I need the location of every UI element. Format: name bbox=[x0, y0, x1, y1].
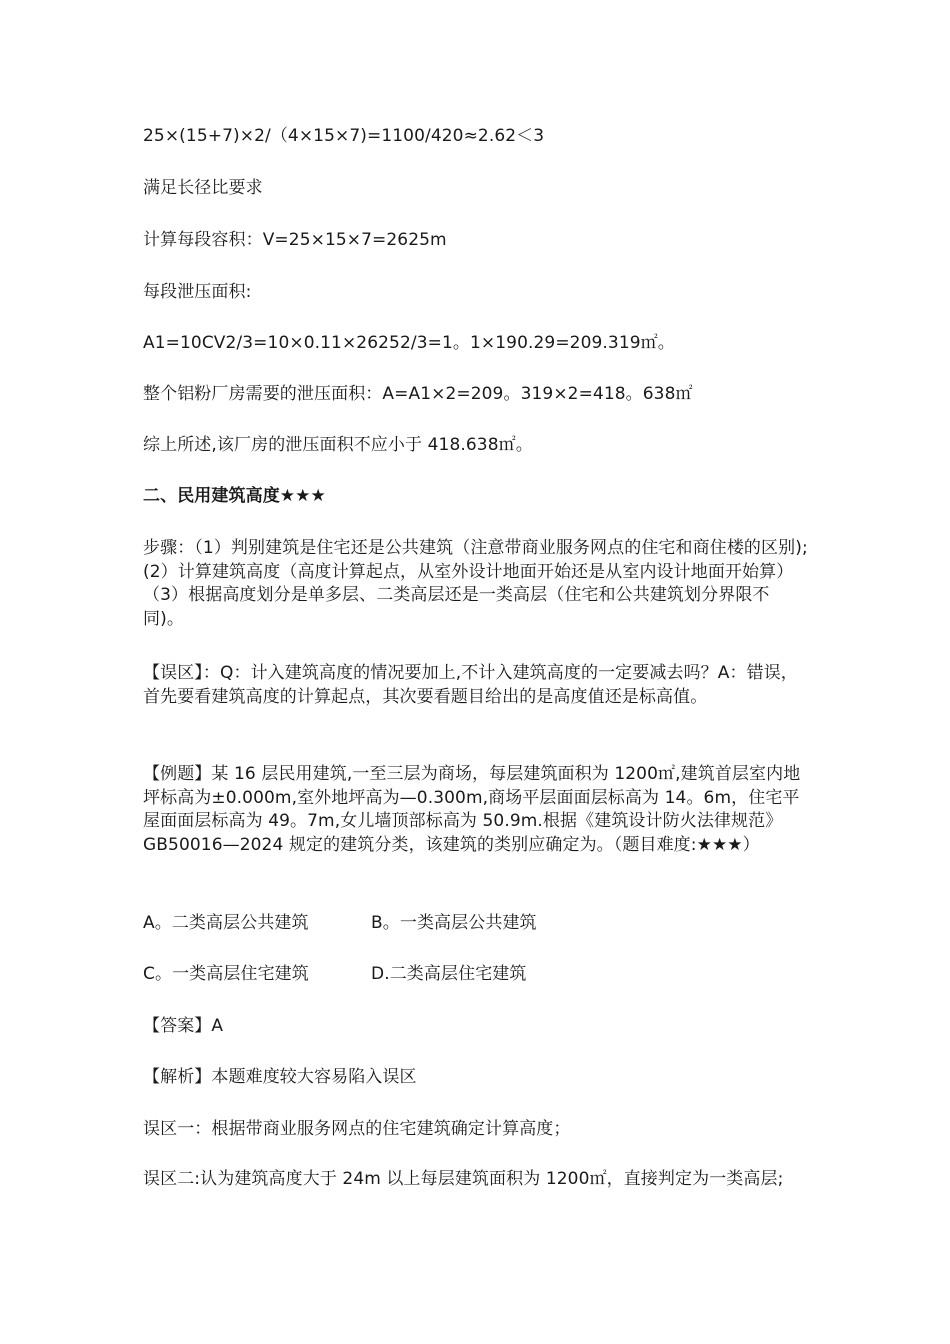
misconception-1-line: 误区一：根据带商业服务网点的住宅建筑确定计算高度； bbox=[143, 1119, 571, 1139]
steps-paragraph: 步骤：（1）判别建筑是住宅还是公共建筑（注意带商业服务网点的住宅和商住楼的区别);(2）计算建筑高度（高度计算起点，从室外设计地面开始还是从室内设计地面开始算）（3）根据高度划分是单多层、二类高层还是一类高层（住宅和公共建筑划分界限不同)。 bbox=[143, 538, 808, 629]
misconception-2-paragraph: 误区二:认为建筑高度大于 24m 以上每层建筑面积为 1200㎡，直接判定为一类高层; bbox=[143, 1169, 784, 1189]
conclusion-line: 综上所述,该厂房的泄压面积不应小于 418.638㎡。 bbox=[143, 435, 533, 455]
vent-area-label: 每段泄压面积: bbox=[143, 282, 252, 302]
misconception-paragraph: 【误区】：Q：计入建筑高度的情况要加上,不计入建筑高度的一定要减去吗？A：错误，首先要看建筑高度的计算起点，其次要看题目给出的是高度值还是标高值。 bbox=[143, 663, 798, 707]
a1-formula-line: A1=10CV2/3=10×0.11×26252/3=1。1×190.29=209.319㎡。 bbox=[143, 333, 675, 353]
option-b: B。一类高层公共建筑 bbox=[371, 913, 537, 933]
ratio-calc-line: 25×(15+7)×2/（4×15×7)=1100/420≈2.62＜3 bbox=[143, 126, 545, 146]
option-a: A。二类高层公共建筑 bbox=[143, 913, 309, 933]
answer-line: 【答案】A bbox=[143, 1016, 224, 1036]
ratio-ok-line: 满足长径比要求 bbox=[143, 178, 263, 198]
option-d: D.二类高层住宅建筑 bbox=[371, 964, 527, 984]
analysis-line: 【解析】本题难度较大容易陷入误区 bbox=[143, 1067, 417, 1087]
total-area-line: 整个铝粉厂房需要的泄压面积：A=A1×2=209。319×2=418。638㎡ bbox=[143, 384, 693, 404]
volume-line: 计算每段容积：V=25×15×7=2625m bbox=[143, 230, 447, 250]
options-row-1 bbox=[143, 912, 809, 936]
example-paragraph: 【例题】某 16 层民用建筑,一至三层为商场，每层建筑面积为 1200㎡,建筑首层室内地坪标高为±0.000m,室外地坪高为—0.300m,商场平层面面层标高为 14。6m，住宅平屋面面层标高为 49。7m,女儿墙顶部标高为 50.9m.根据《建筑设计防火法律规范》GB50016—2024 规定的建筑分类，该建筑的类别应确定为。（题目难度:★★★） bbox=[143, 764, 801, 855]
options-row-2 bbox=[143, 963, 809, 987]
section-heading: 二、民用建筑高度★★★ bbox=[143, 486, 326, 506]
option-c: C。一类高层住宅建筑 bbox=[143, 964, 309, 984]
